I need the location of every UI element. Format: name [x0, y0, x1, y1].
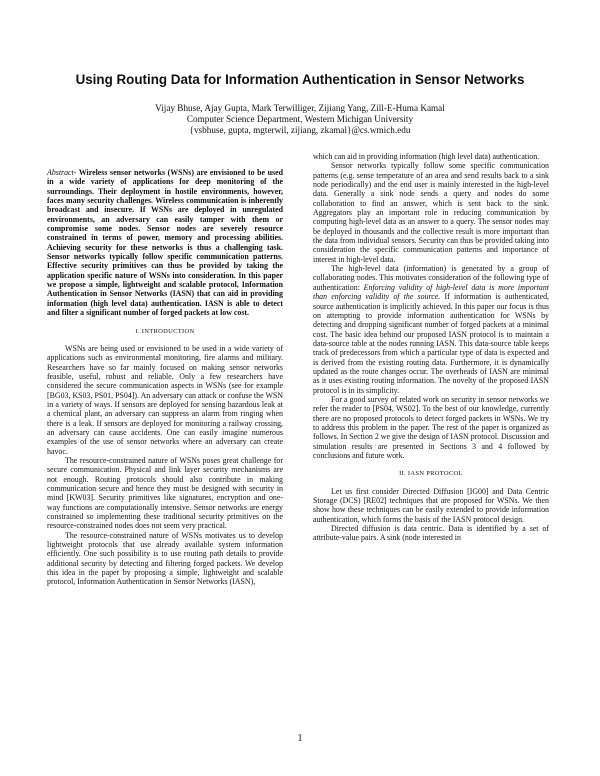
paragraph: Directed diffusion is data centric. Data is identified by a set of attribute-value pairs. A sink (node interested in: [313, 524, 549, 543]
paragraph-text: If information is authenticated, source authentication is implicitly achieved. In this paper our focus is thus on attempting to provide information authentication for WSNs by detecting and dropping significant number of forged packets at a minimal cost. The basic idea behind our proposed IASN protocol is to maintain a data-source table at the nodes running IASN. This data-source table keeps track of predecessors from which a particular type of data is expected and is derived from the existing routing data. Furthermore, it is dynamically updated as the route changes occur. The overheads of IASN are minimal as it uses existing routing information. The novelty of the proposed IASN protocol is in its simplicity.: [313, 292, 549, 395]
section-heading-iasn-protocol: II. IASN PROTOCOL: [399, 470, 463, 478]
abstract-label: Abstract-: [47, 168, 77, 177]
section-heading-introduction: I. INTRODUCTION: [135, 327, 195, 335]
emphasized-statement: Enforcing validity of high-level data is more important than enforcing validity of the source.: [313, 282, 550, 302]
author-block: [40, 103, 560, 136]
paragraph: WSNs are being used or envisioned to be used in a wide variety of applications such as environmental monitoring, fire alarms and military. Researchers have so far mainly focused on making sensor networks feasible, useful, robust and reliable. Only a few researchers have considered the secure communication aspects in WSNs (see for example [BG03, KS03, PS01, PS04]). An adversary can attack or confuse the WSN in a variety of ways. If sensors are deployed for sensing hazardous leak at a chemical plant, an adversary can suppress an alarm from ringing when there is a leak. If sensors are deployed for monitoring a railway crossing, an adversary can cause accidents. One can easily imagine numerous examples of the use of sensor networks where an adversary can create havoc.: [47, 343, 283, 456]
paragraph: For a good survey of related work on security in sensor networks we refer the reader to [PS04, WS02]. To the best of our knowledge, currently there are no proposed protocols to detect forged packets in WSNs. We try to address this problem in the paper. The rest of the paper is organized as follows. In Section 2 we give the design of IASN protocol. Discussion and simulation results are presented in Sections 3 and 4 followed by conclusions and future work.: [313, 394, 549, 460]
abstract-text: Wireless sensor networks (WSNs) are envisioned to be used in a wide variety of applications for deep monitoring of the surroundings. Their deployment in hostile environments, however, faces many security challenges. Wireless communication is inherently broadcast and insecure. If WSNs are deployed in unregulated environments, an adversary can easily tamper with them or compromise some nodes. Sensor nodes are severely resource constrained in terms of power, memory and processing abilities. Achieving security for these networks is thus a challenging task. Sensor networks typically follow specific communication patterns. Effective security primitives can thus be provided by taking the application specific nature of WSNs into consideration. In this paper we propose a simple, lightweight and scalable protocol, Information Authentication in Sensor Networks (IASN) that can aid in providing information (high level data) authentication. IASN is able to detect and filter a significant number of forged packets at low cost.: [47, 168, 283, 318]
paragraph-text: The high-level data (information) is generated by a group of collaborating nodes. This motivates consideration of the following type of authentication:: [313, 264, 549, 292]
paragraph: The resource-constrained nature of WSNs motivates us to develop lightweight protocols that use already available system information efficiently. One such possibility is to use routing path details to provide additional security by detecting and filtering forged packets. We develop this idea in the paper by proposing a simple, lightweight and scalable protocol, Information Authentication in Sensor Networks (IASN),: [47, 530, 283, 587]
paragraph: The resource-constrained nature of WSNs poses great challenge for secure communication. Physical and link layer security mechanisms are not enough. Routing protocols should also contribute in making communication secure and hence they must be designed with security in mind [KW03]. Security primitives like signatures, encryption and one-way functions are computationally intensive. Sensor networks are energy constrained so implementing these traditional security primitives on the resource-constrained nodes does not seem very practical.: [47, 455, 283, 531]
author-emails: {vsbhuse, gupta, mgterwil, zijiang, zkamal}@cs.wmich.edu: [189, 125, 411, 135]
page-number: 1: [297, 733, 303, 744]
paper-title: Using Routing Data for Information Authentication in Sensor Networks: [75, 72, 525, 87]
left-column: [47, 168, 283, 587]
paragraph: Sensor networks typically follow some specific communication patterns (e.g. sense temperature of an area and send results back to a sink node periodically) and the end user is mainly interested in the high-level data. Generally a sink node sends a query and nodes do some collaboration to find an answer, which is sent back to the sink. Aggregators play an important role in reducing communication by computing high-level data as an answer to a query. The sensor nodes may be deployed in thousands and the collective result is more important than the data from individual sensors. Security can thus be provided taking into consideration the specific communication patterns and importance of interest in high-level data.: [313, 161, 549, 264]
author-affiliation: Computer Science Department, Western Michigan University: [186, 114, 414, 124]
right-column: [313, 152, 549, 543]
author-names: Vijay Bhuse, Ajay Gupta, Mark Terwilliger, Zijiang Yang, Zill-E-Huma Kamal: [155, 103, 445, 113]
paragraph: [313, 264, 549, 395]
paragraph: which can aid in providing information (high level data) authentication.: [313, 152, 540, 161]
paragraph: Let us first consider Directed Diffusion [IG00] and Data Centric Storage (DCS) [RE02] techniques that are proposed for WSNs. We then show how these techniques can be easily extended to provide information authentication, which forms the basis of the IASN protocol design.: [313, 486, 549, 524]
abstract: [47, 168, 283, 318]
